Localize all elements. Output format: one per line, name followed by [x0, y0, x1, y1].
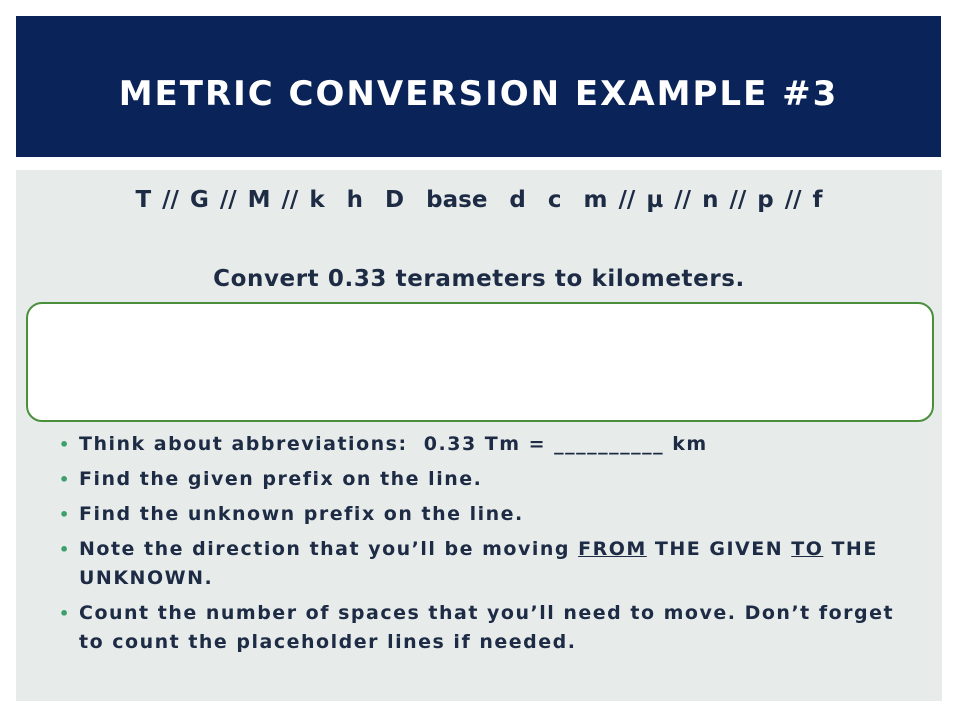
steps-list — [59, 430, 909, 663]
answer-box[interactable] — [26, 302, 934, 422]
step-text-start: Note the direction that you’ll be moving — [79, 538, 579, 560]
step-text: Think about abbreviations: 0.33 Tm = __________ km — [79, 433, 708, 455]
conversion-prompt: Convert 0.33 terameters to kilometers. — [213, 266, 745, 292]
prefix-line: T // G // M // k h D base d c m // µ // n // p // f — [135, 187, 823, 213]
step-text-end: THE UNKNOWN. — [79, 538, 878, 589]
step-text: Find the given prefix on the line. — [79, 468, 483, 490]
step-text-mid: THE GIVEN — [646, 538, 792, 560]
step-item — [59, 535, 909, 593]
bullet-icon: • — [59, 604, 71, 623]
step-text-from: FROM — [578, 538, 647, 560]
step-text: Count the number of spaces that you’ll need to move. Don’t forget to count the placeholder lines if needed. — [79, 602, 895, 653]
step-item — [59, 500, 909, 529]
step-text-to: TO — [791, 538, 824, 560]
bullet-icon: • — [59, 435, 71, 454]
title-bar — [16, 16, 941, 157]
step-item — [59, 430, 909, 459]
step-item — [59, 599, 909, 657]
step-item — [59, 465, 909, 494]
bullet-icon: • — [59, 540, 71, 559]
bullet-icon: • — [59, 505, 71, 524]
content-area — [16, 170, 942, 701]
bullet-icon: • — [59, 470, 71, 489]
step-text: Find the unknown prefix on the line. — [79, 503, 524, 525]
slide-title: METRIC CONVERSION EXAMPLE #3 — [118, 73, 839, 114]
